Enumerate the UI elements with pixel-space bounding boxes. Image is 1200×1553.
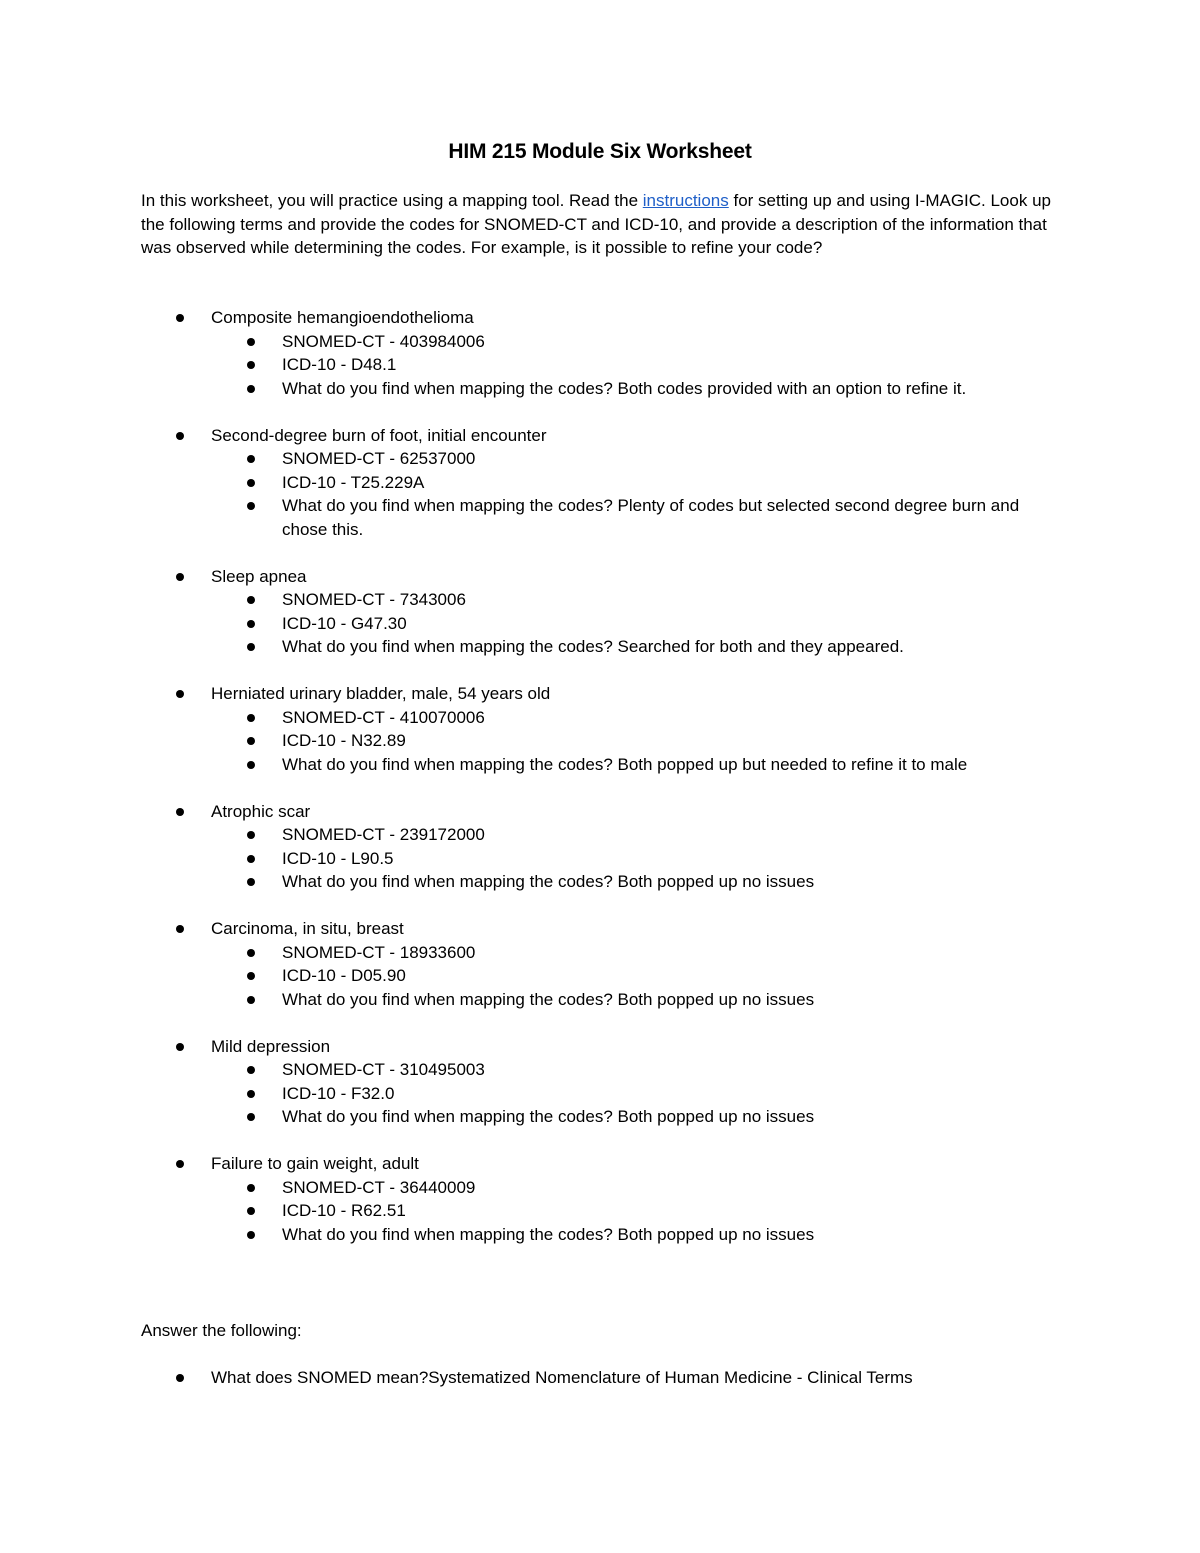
- answer-item: [0, 1366, 1200, 1390]
- term-item: [0, 1035, 1200, 1129]
- term-label: Failure to gain weight, adult: [211, 1154, 419, 1173]
- snomed-code-item: [0, 330, 1200, 354]
- mapping-finding-item: [0, 988, 1200, 1012]
- bullet-icon: [176, 808, 184, 816]
- bullet-icon: [247, 502, 255, 510]
- mapping-finding-item: [0, 377, 1200, 401]
- bullet-icon: [247, 1090, 255, 1098]
- icd-code: ICD-10 - L90.5: [282, 848, 394, 868]
- bullet-icon: [247, 1207, 255, 1215]
- bullet-icon: [176, 314, 184, 322]
- term-item: [0, 424, 1200, 542]
- intro-text-before-link: In this worksheet, you will practice using a mapping tool. Read the: [141, 191, 643, 210]
- snomed-code-item: [0, 941, 1200, 965]
- bullet-icon: [176, 432, 184, 440]
- answers-list: [0, 1366, 1200, 1390]
- icd-code: ICD-10 - G47.30: [282, 613, 407, 633]
- mapping-finding: What do you find when mapping the codes? Both popped up no issues: [282, 872, 815, 891]
- bullet-icon: [247, 949, 255, 957]
- bullet-icon: [176, 573, 184, 581]
- icd-code-item: [0, 729, 1200, 753]
- bullet-icon: [176, 1043, 184, 1051]
- bullet-icon: [176, 690, 184, 698]
- bullet-icon: [247, 338, 255, 346]
- mapping-finding-item: [0, 635, 1200, 659]
- snomed-code-item: [0, 823, 1200, 847]
- bullet-icon: [247, 1066, 255, 1074]
- term-details: [0, 1058, 1200, 1129]
- term-details: [0, 706, 1200, 777]
- snomed-code: SNOMED-CT - 7343006: [282, 590, 466, 609]
- icd-code: ICD-10 - D48.1: [282, 355, 397, 374]
- answer-heading: Answer the following:: [141, 1321, 302, 1340]
- bullet-icon: [247, 1231, 255, 1239]
- snomed-code: SNOMED-CT - 18933600: [282, 942, 476, 962]
- bullet-icon: [247, 479, 255, 487]
- icd-code-item: [0, 964, 1200, 988]
- term-item: [0, 1152, 1200, 1246]
- snomed-code: SNOMED-CT - 403984006: [282, 331, 485, 351]
- icd-code: ICD-10 - D05.90: [282, 966, 406, 985]
- term-label: Composite hemangioendothelioma: [211, 308, 474, 327]
- bullet-icon: [247, 620, 255, 628]
- term-details: [0, 330, 1200, 401]
- mapping-finding: What do you find when mapping the codes? Both codes provided with an option to refine it.: [282, 378, 967, 398]
- term-item: [0, 306, 1200, 400]
- mapping-finding-item: [0, 753, 1200, 777]
- snomed-code: SNOMED-CT - 310495003: [282, 1060, 485, 1079]
- bullet-icon: [176, 1160, 184, 1168]
- bullet-icon: [176, 925, 184, 933]
- icd-code: ICD-10 - F32.0: [282, 1083, 395, 1103]
- intro-paragraph: [141, 189, 1066, 260]
- intro-text-after-link: for setting up and using I-MAGIC. Look up the following terms and provide the codes for SNOMED-CT and ICD-10, and provide a description of the information that was observed while determining the codes. For example, is it possible to refine your code?: [141, 191, 1051, 257]
- term-label: Sleep apnea: [211, 566, 307, 586]
- mapping-finding-item: [0, 1223, 1200, 1247]
- snomed-code-item: [0, 588, 1200, 612]
- term-item: [0, 682, 1200, 776]
- bullet-icon: [247, 996, 255, 1004]
- snomed-code: SNOMED-CT - 62537000: [282, 449, 476, 468]
- terms-list: [0, 306, 1200, 1270]
- bullet-icon: [247, 455, 255, 463]
- term-details: [0, 588, 1200, 659]
- bullet-icon: [247, 972, 255, 980]
- snomed-code-item: [0, 1176, 1200, 1200]
- term-details: [0, 447, 1200, 541]
- snomed-code: SNOMED-CT - 239172000: [282, 825, 485, 844]
- bullet-icon: [247, 761, 255, 769]
- term-label: Atrophic scar: [211, 801, 311, 821]
- snomed-code-item: [0, 706, 1200, 730]
- bullet-icon: [247, 737, 255, 745]
- icd-code-item: [0, 1199, 1200, 1223]
- mapping-finding-item: [0, 1105, 1200, 1129]
- term-label: Mild depression: [211, 1036, 331, 1056]
- bullet-icon: [247, 385, 255, 393]
- bullet-icon: [247, 1113, 255, 1121]
- term-label: Carcinoma, in situ, breast: [211, 919, 404, 938]
- icd-code-item: [0, 471, 1200, 495]
- snomed-code-item: [0, 1058, 1200, 1082]
- page-title: HIM 215 Module Six Worksheet: [448, 140, 752, 163]
- bullet-icon: [247, 714, 255, 722]
- bullet-icon: [247, 643, 255, 651]
- bullet-icon: [247, 878, 255, 886]
- term-details: [0, 823, 1200, 894]
- bullet-icon: [247, 596, 255, 604]
- term-details: [0, 941, 1200, 1012]
- mapping-finding: What do you find when mapping the codes? Both popped up but needed to refine it to male: [282, 754, 968, 774]
- bullet-icon: [247, 1184, 255, 1192]
- answer-text: What does SNOMED mean?Systematized Nomenclature of Human Medicine - Clinical Terms: [211, 1368, 913, 1387]
- icd-code: ICD-10 - R62.51: [282, 1201, 406, 1220]
- icd-code-item: [0, 1082, 1200, 1106]
- icd-code-item: [0, 612, 1200, 636]
- mapping-finding: What do you find when mapping the codes? Both popped up no issues: [282, 1224, 815, 1244]
- icd-code: ICD-10 - T25.229A: [282, 472, 425, 492]
- icd-code: ICD-10 - N32.89: [282, 731, 406, 750]
- term-label: Second-degree burn of foot, initial encounter: [211, 425, 547, 445]
- mapping-finding-item: [0, 870, 1200, 894]
- snomed-code: SNOMED-CT - 410070006: [282, 707, 485, 727]
- term-item: [0, 565, 1200, 659]
- bullet-icon: [247, 831, 255, 839]
- mapping-finding: What do you find when mapping the codes? Plenty of codes but selected second degree burn and chose this.: [282, 496, 1020, 539]
- icd-code-item: [0, 353, 1200, 377]
- term-item: [0, 800, 1200, 894]
- bullet-icon: [176, 1374, 184, 1382]
- mapping-finding: What do you find when mapping the codes? Both popped up no issues: [282, 989, 815, 1009]
- instructions-link[interactable]: instructions: [642, 191, 729, 210]
- mapping-finding: What do you find when mapping the codes? Both popped up no issues: [282, 1107, 815, 1126]
- mapping-finding: What do you find when mapping the codes? Searched for both and they appeared.: [282, 637, 904, 656]
- snomed-code: SNOMED-CT - 36440009: [282, 1177, 476, 1197]
- bullet-icon: [247, 361, 255, 369]
- snomed-code-item: [0, 447, 1200, 471]
- term-details: [0, 1176, 1200, 1247]
- term-label: Herniated urinary bladder, male, 54 years old: [211, 684, 551, 703]
- icd-code-item: [0, 847, 1200, 871]
- bullet-icon: [247, 855, 255, 863]
- mapping-finding-item: [0, 494, 1200, 541]
- term-item: [0, 917, 1200, 1011]
